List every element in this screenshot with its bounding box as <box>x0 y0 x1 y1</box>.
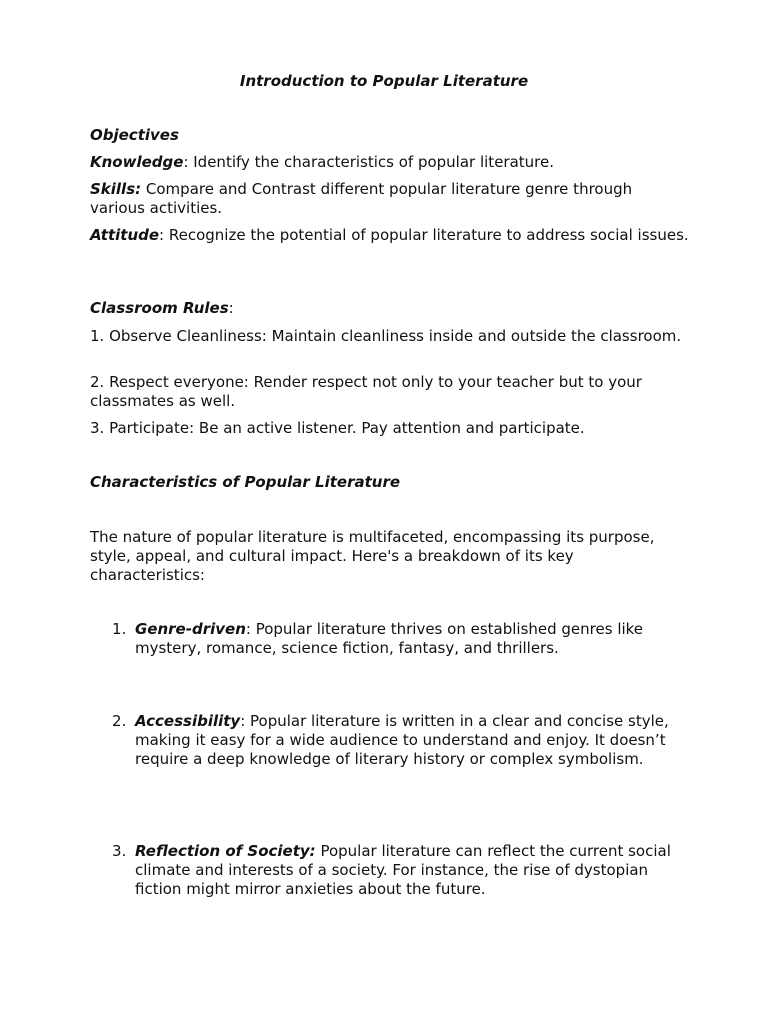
list-item-label: Genre-driven <box>135 620 246 638</box>
list-item-body <box>135 842 692 899</box>
document-title: Introduction to Popular Literature <box>239 72 529 90</box>
attitude-label: Attitude <box>90 226 160 244</box>
characteristics-intro: The nature of popular literature is multifaceted, encompassing its purpose, style, appeal, and cultural impact. Here's a breakdown of its key characteristics: <box>90 528 655 584</box>
list-item-number: 3. <box>112 842 127 860</box>
list-item-text: : Popular literature is written in a clear and concise style, making it easy for a wide audience to understand and enjoy. It doesn’t require a deep knowledge of literary history or complex symbolism. <box>135 712 669 768</box>
knowledge-label: Knowledge <box>90 153 184 171</box>
skills-label: Skills: <box>90 180 142 198</box>
skills-text: Compare and Contrast different popular literature genre through various activities. <box>90 180 633 217</box>
list-item-body <box>135 620 692 658</box>
rules-heading-suffix: : <box>228 299 234 317</box>
rule-item: 1. Observe Cleanliness: Maintain cleanliness inside and outside the classroom. <box>90 327 682 345</box>
objective-skills <box>90 180 690 218</box>
list-item <box>112 712 692 769</box>
objectives-heading: Objectives <box>90 126 179 144</box>
rule-item: 2. Respect everyone: Render respect not only to your teacher but to your classmates as well. <box>90 373 642 410</box>
rules-heading-label: Classroom Rules <box>90 299 229 317</box>
list-item <box>112 842 692 899</box>
list-item <box>112 620 692 658</box>
rules-heading <box>90 299 690 318</box>
attitude-text: : Recognize the potential of popular literature to address social issues. <box>159 226 689 244</box>
list-item-number: 1. <box>112 620 127 638</box>
list-item-label: Reflection of Society: <box>135 842 316 860</box>
list-item-text: : Popular literature thrives on established genres like mystery, romance, science fiction, fantasy, and thrillers. <box>135 620 644 657</box>
objective-attitude <box>90 226 690 245</box>
characteristics-heading: Characteristics of Popular Literature <box>90 473 401 491</box>
list-item-text: Popular literature can reflect the current social climate and interests of a society. For instance, the rise of dystopian fiction might mirror anxieties about the future. <box>135 842 671 898</box>
list-item-label: Accessibility <box>135 712 241 730</box>
list-item-body <box>135 712 692 769</box>
rule-item: 3. Participate: Be an active listener. Pay attention and participate. <box>90 419 585 437</box>
objective-knowledge <box>90 153 690 172</box>
list-item-number: 2. <box>112 712 127 730</box>
knowledge-text: : Identify the characteristics of popular literature. <box>183 153 554 171</box>
